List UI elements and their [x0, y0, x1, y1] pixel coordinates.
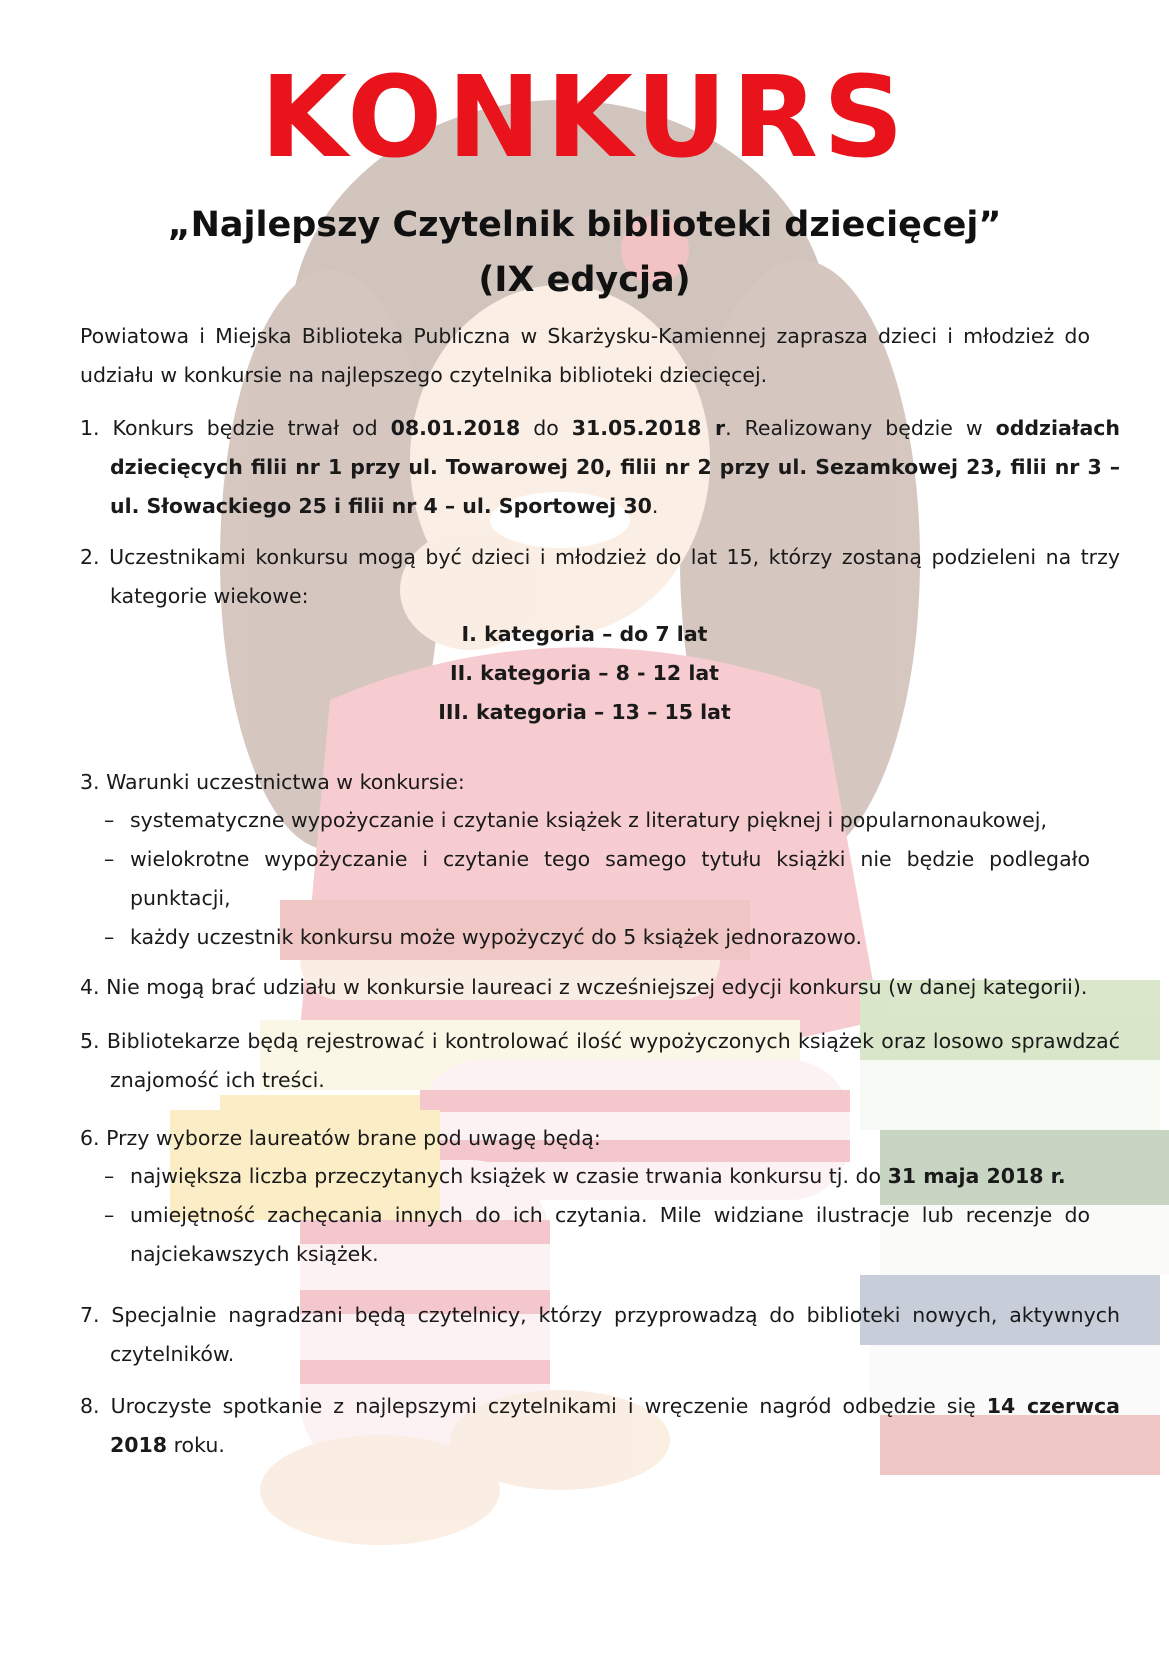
rule-1: 1. Konkurs będzie trwał od 08.01.2018 do 31.05.2018 r. Realizowany będzie w oddziałach dziecięcych filii nr 1 przy ul. Towarowej 20, filii nr 2 przy ul. Sezamkowej 23, filii nr 3 – ul. Słowackiego 25 i filii nr 4 – ul. Sportowej 30. — [80, 416, 1121, 518]
rule-5: 5. Bibliotekarze będą rejestrować i kontrolować ilość wypożyczonych książek oraz losowo sprawdzać znajomość ich treści. — [80, 1029, 1120, 1092]
dash-bullet: – — [104, 1203, 115, 1227]
rule-number: 1. — [80, 416, 100, 440]
rule-number: 8. — [80, 1394, 100, 1418]
edition-label: (IX edycja) — [478, 260, 691, 300]
selection-criteria — [80, 1157, 1090, 1274]
branch-locations: oddziałach dziecięcych filii nr 1 przy ul. Towarowej 20, filii nr 2 przy ul. Sezamkowej 23, filii nr 3 – ul. Słowackiego 25 i filii nr 4 – ul. Sportowej 30 — [110, 416, 1121, 518]
criterion-item: – umiejętność zachęcania innych do ich czytania. Mile widziane ilustracje lub recenzje do najciekawszych książek. — [80, 1196, 1090, 1274]
rule-3: 3. Warunki uczestnictwa w konkursie: — [80, 770, 465, 794]
rule-2: 2. Uczestnikami konkursu mogą być dzieci i młodzież do lat 15, którzy zostaną podzieleni na trzy kategorie wiekowe: — [80, 545, 1120, 608]
rule-number: 3. — [80, 770, 100, 794]
dash-bullet: – — [104, 925, 115, 949]
rule-8: 8. Uroczyste spotkanie z najlepszymi czytelnikami i wręczenie nagród odbędzie się 14 czerwca 2018 roku. — [80, 1394, 1120, 1457]
rule-number: 4. — [80, 975, 100, 999]
rule-4: 4. Nie mogą brać udziału w konkursie laureaci z wcześniejszej edycji konkursu (w danej kategorii). — [80, 975, 1088, 999]
dash-bullet: – — [104, 808, 115, 832]
ceremony-date: 14 czerwca 2018 — [110, 1394, 1120, 1457]
condition-item: – systematyczne wypożyczanie i czytanie książek z literatury pięknej i popularnonaukowej, — [80, 801, 1090, 840]
contest-name: „Najlepszy Czytelnik biblioteki dziecięcej” — [167, 205, 1002, 245]
rule-7: 7. Specjalnie nagradzani będą czytelnicy, którzy przyprowadzą do biblioteki nowych, aktywnych czytelników. — [80, 1303, 1120, 1366]
rule-number: 5. — [80, 1029, 100, 1053]
age-category-1: I. kategoria – do 7 lat — [461, 622, 708, 646]
age-category-3: III. kategoria – 13 – 15 lat — [438, 700, 731, 724]
participation-conditions — [80, 801, 1090, 957]
rule-number: 7. — [80, 1303, 100, 1327]
rule-number: 6. — [80, 1126, 100, 1150]
condition-item: – wielokrotne wypożyczanie i czytanie tego samego tytułu książki nie będzie podlegało punktacji, — [80, 840, 1090, 918]
start-date: 08.01.2018 — [390, 416, 521, 440]
condition-item: – każdy uczestnik konkursu może wypożyczyć do 5 książek jednorazowo. — [80, 918, 1090, 957]
criterion-item: – największa liczba przeczytanych książek w czasie trwania konkursu tj. do 31 maja 2018 r. — [80, 1157, 1090, 1196]
dash-bullet: – — [104, 1164, 115, 1188]
dash-bullet: – — [104, 847, 115, 871]
end-date: 31.05.2018 r — [571, 416, 726, 440]
intro-paragraph: Powiatowa i Miejska Biblioteka Publiczna w Skarżysku-Kamiennej zaprasza dzieci i młodzież do udziału w konkursie na najlepszego czytelnika biblioteki dziecięcej. — [80, 324, 1090, 387]
rule-6: 6. Przy wyborze laureatów brane pod uwagę będą: — [80, 1126, 601, 1150]
contest-end-date: 31 maja 2018 r. — [887, 1164, 1066, 1188]
age-category-list — [0, 615, 1169, 732]
age-category-2: II. kategoria – 8 - 12 lat — [450, 661, 719, 685]
rule-number: 2. — [80, 545, 100, 569]
poster-title: KONKURS — [260, 53, 909, 183]
